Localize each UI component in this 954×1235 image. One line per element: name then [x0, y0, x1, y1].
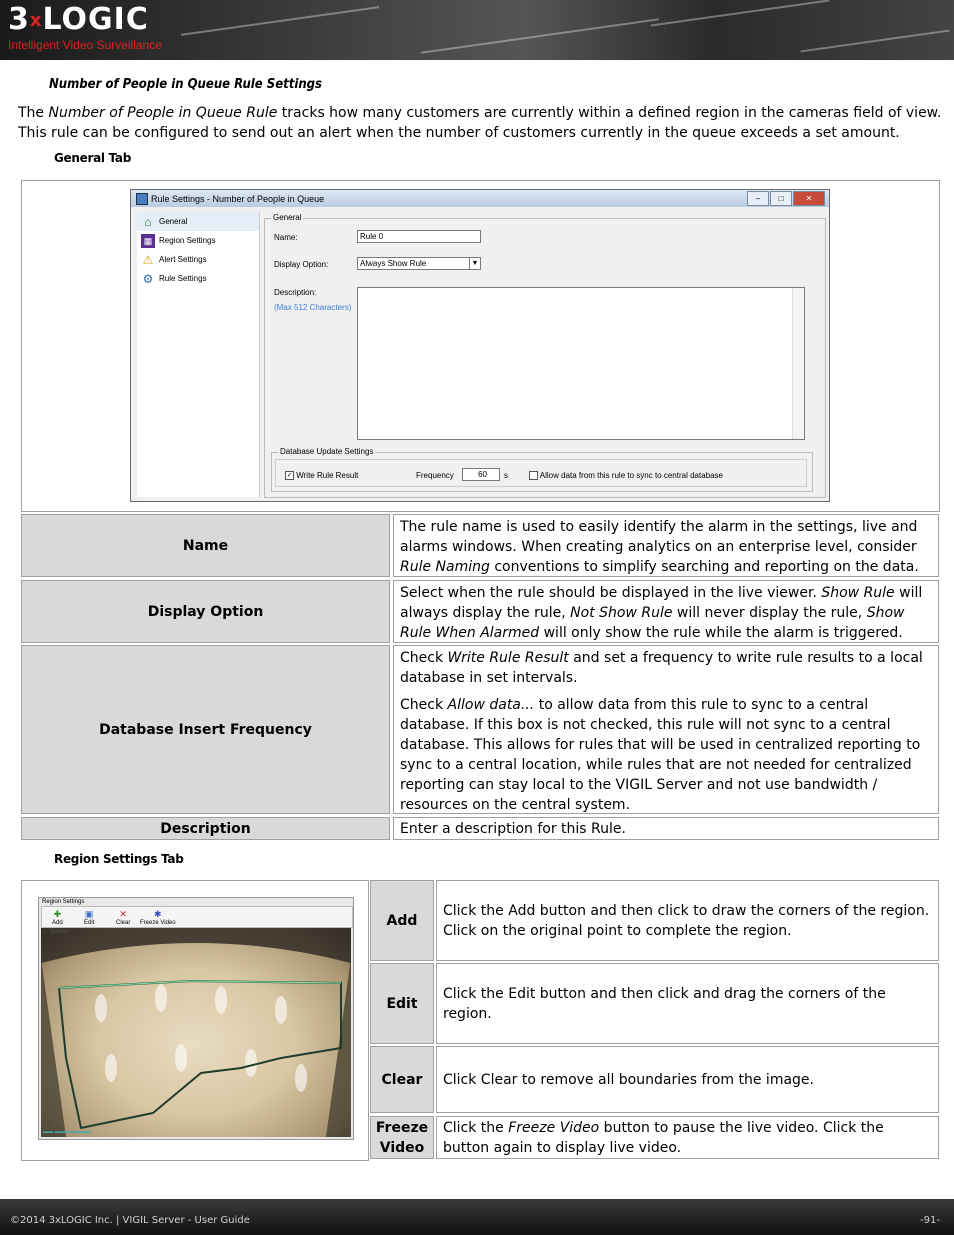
table-desc-description: Enter a description for this Rule. [393, 817, 939, 840]
table-desc-clear: Click Clear to remove all boundaries from the image. [436, 1046, 939, 1113]
table-label-clear: Clear [370, 1046, 434, 1113]
write-rule-result-checkbox[interactable]: ✓ Write Rule Result [286, 471, 359, 480]
general-group: General [264, 218, 826, 498]
intro-paragraph: The Number of People in Queue Rule tracks how many customers are currently within a defined region in the cameras field of view. This rule can be configured to send out an alert when the number of customers currently in the queue exceeds a set amount. [18, 105, 942, 141]
edit-icon: ▣ [84, 909, 94, 919]
clear-icon: ✕ [119, 909, 127, 919]
display-option-label: Display Option: [274, 260, 329, 269]
region-overlay [41, 928, 351, 1137]
table-label-add: Add [370, 880, 434, 961]
table-desc-database-insert-frequency: Check Write Rule Result and set a frequency to write rule results to a local database in set intervals. Check Allow data... to allow data from this rule to sync to a central database. If this box is not checked, this rule will not sync to a central database. This allows for rules that will be used in centralized reporting to sync to a central location, while rules that are not needed for centralized reporting can stay local to the VIGIL Server and not use bandwidth / resources on the central system. [393, 645, 939, 814]
page-footer [0, 1199, 954, 1235]
table-desc-freeze-video: Click the Freeze Video button to pause the live video. Click the button again to display live video. [436, 1116, 939, 1159]
home-icon: ⌂ [144, 214, 152, 229]
table-label-description: Description [21, 817, 390, 840]
close-button[interactable]: ✕ [793, 191, 825, 206]
section-title: Number of People in Queue Rule Settings [49, 77, 322, 92]
region-icon: ▦ [141, 234, 155, 248]
page-header [0, 0, 954, 60]
page-number: -91- [920, 1215, 940, 1226]
table-label-edit: Edit [370, 963, 434, 1044]
description-label: Description: [274, 288, 317, 297]
settings-nav [137, 212, 260, 497]
table-desc-name: The rule name is used to easily identify the alarm in the settings, live and alarms windows. When creating analytics on an enterprise level, consider Rule Naming conventions to simplify searching and reporting on the data. [393, 514, 939, 577]
warning-icon: ⚠ [142, 252, 154, 267]
nav-item-region-settings[interactable]: ▦ Region Settings [137, 231, 259, 250]
minimize-button[interactable]: – [747, 191, 769, 206]
edit-button[interactable]: ▣ Edit [84, 909, 95, 926]
checkbox-checked-icon: ✓ [286, 472, 293, 480]
table-label-freeze-video: Freeze Video [370, 1116, 434, 1159]
clear-button[interactable]: ✕ Clear [116, 909, 131, 926]
frequency-unit: s [504, 471, 508, 480]
camera-view-screenshot [38, 897, 354, 1140]
name-input[interactable]: Rule 0 [357, 230, 481, 243]
table-desc-edit: Click the Edit button and then click and drag the corners of the region. [436, 963, 939, 1044]
description-textarea[interactable] [357, 287, 805, 440]
frequency-stepper[interactable]: 60 [462, 468, 500, 481]
add-button[interactable]: ✚ Add [52, 909, 63, 926]
dialog-title: Rule Settings - Number of People in Queue [151, 193, 325, 204]
nav-item-rule-settings[interactable]: ⚙ Rule Settings [142, 271, 207, 286]
scrollbar[interactable] [792, 288, 804, 439]
table-desc-display-option: Select when the rule should be displayed in the live viewer. Show Rule will always display the rule, Not Show Rule will never display the rule, Show Rule When Alarmed will only show the rule while the alarm is triggered. [393, 580, 939, 643]
general-tab-title: General Tab [54, 151, 132, 165]
camera-feed[interactable]: ▬▬ ▬▬▬ ▬▬▬▬ [41, 928, 351, 1137]
table-desc-add: Click the Add button and then click to draw the corners of the region. Click on the original point to complete the region. [436, 880, 939, 961]
database-update-group: Database Update Settings [271, 452, 813, 492]
logo: 3xLOGIC [8, 2, 149, 37]
nav-item-general[interactable]: ⌂ General [137, 212, 259, 231]
dialog-titlebar [131, 190, 829, 207]
camera-panel-title: Region Settings [42, 899, 85, 905]
table-label-name: Name [21, 514, 390, 577]
camera-toolbar [41, 906, 353, 928]
frequency-label: Frequency [416, 471, 454, 480]
freeze-icon: ✱ [154, 909, 162, 919]
name-label: Name: [274, 233, 298, 242]
display-option-select[interactable]: Always Show Rule ▼ [357, 257, 481, 270]
freeze-video-button[interactable]: ✱ Freeze Video [140, 909, 176, 926]
plus-icon: ✚ [53, 909, 62, 919]
logo-tagline: Intelligent Video Surveillance [8, 38, 162, 52]
maximize-button[interactable]: □ [770, 191, 792, 206]
rule-settings-dialog [130, 189, 830, 502]
app-icon [136, 193, 148, 205]
allow-data-checkbox[interactable]: Allow data from this rule to sync to central database [529, 471, 723, 480]
table-label-display-option: Display Option [21, 580, 390, 643]
table-label-database-insert-frequency: Database Insert Frequency [21, 645, 390, 814]
description-hint: (Max 512 Characters) [274, 303, 352, 312]
footer-copyright: ©2014 3xLOGIC Inc. | VIGIL Server - User Guide [10, 1215, 250, 1226]
gear-icon: ⚙ [142, 271, 154, 286]
checkbox-unchecked-icon [529, 471, 538, 480]
region-tab-title: Region Settings Tab [54, 852, 184, 866]
chevron-down-icon: ▼ [469, 258, 480, 269]
nav-item-alert-settings[interactable]: ⚠ Alert Settings [142, 252, 207, 267]
